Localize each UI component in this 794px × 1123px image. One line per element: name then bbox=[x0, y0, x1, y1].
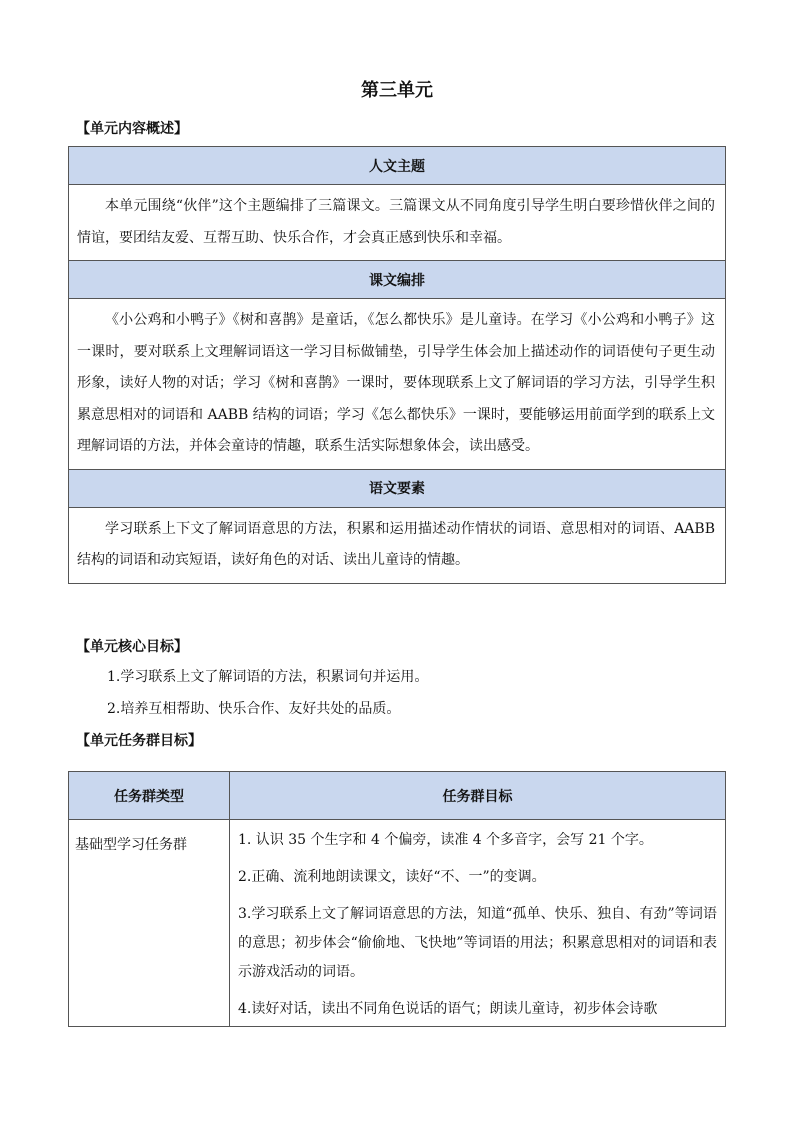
theme-header: 人文主题 bbox=[69, 147, 726, 185]
core-goal-item: 1.学习联系上文了解词语的方法，积累词句并运用。 bbox=[107, 669, 429, 685]
task-goals-heading: 【单元任务群目标】 bbox=[76, 733, 202, 749]
task-goals-table bbox=[68, 771, 726, 1027]
page-title: 第三单元 bbox=[361, 80, 433, 101]
core-goal-item: 2.培养互相帮助、快乐合作、友好共处的品质。 bbox=[107, 701, 401, 717]
col-header-type: 任务群类型 bbox=[69, 772, 230, 820]
task-type-cell: 基础型学习任务群 bbox=[69, 820, 230, 1027]
col-header-goal: 任务群目标 bbox=[230, 772, 726, 820]
arrangement-text: 《小公鸡和小鸭子》《树和喜鹊》是童话，《怎么都快乐》是儿童诗。在学习《小公鸡和小鸭子》这一课时，要对联系上文理解词语这一学习目标做铺垫，引导学生体会加上描述动作的词语使句子更生动形象，读好人物的对话；学习《树和喜鹊》一课时，要体现联系上文了解词语的学习方法，引导学生积累意思相对的词语和 AABB 结构的词语；学习《怎么都快乐》一课时，要能够运用前面学到的联系上文理解词语的方法，并体会童诗的情趣，联系生活实际想象体会，读出感受。 bbox=[69, 299, 726, 470]
overview-heading: 【单元内容概述】 bbox=[76, 121, 188, 137]
arrangement-header: 课文编排 bbox=[69, 261, 726, 299]
task-goal-item: 1. 认识 35 个生字和 4 个偏旁，读准 4 个多音字，会写 21 个字。 bbox=[238, 832, 653, 848]
table-row bbox=[69, 820, 726, 1027]
task-goals-cell bbox=[230, 820, 726, 1027]
elements-header: 语文要素 bbox=[69, 469, 726, 507]
elements-text: 学习联系上下文了解词语意思的方法，积累和运用描述动作情状的词语、意思相对的词语、AABB 结构的词语和动宾短语，读好角色的对话、读出儿童诗的情趣。 bbox=[69, 507, 726, 583]
task-goal-item: 2.正确、流利地朗读课文，读好“不、一”的变调。 bbox=[238, 869, 546, 885]
task-goal-item: 3.学习联系上文了解词语意思的方法，知道“孤单、快乐、独自、有劲”等词语的意思；初步体会“偷偷地、飞快地”等词语的用法；积累意思相对的词语和表示游戏活动的词语。 bbox=[238, 906, 717, 980]
theme-text: 本单元围绕“伙伴”这个主题编排了三篇课文。三篇课文从不同角度引导学生明白要珍惜伙伴之间的情谊，要团结友爱、互帮互助、快乐合作，才会真正感到快乐和幸福。 bbox=[69, 185, 726, 261]
core-goals-heading: 【单元核心目标】 bbox=[76, 639, 188, 655]
task-goal-item: 4.读好对话，读出不同角色说话的语气；朗读儿童诗，初步体会诗歌 bbox=[238, 1001, 658, 1017]
overview-table bbox=[68, 146, 726, 584]
